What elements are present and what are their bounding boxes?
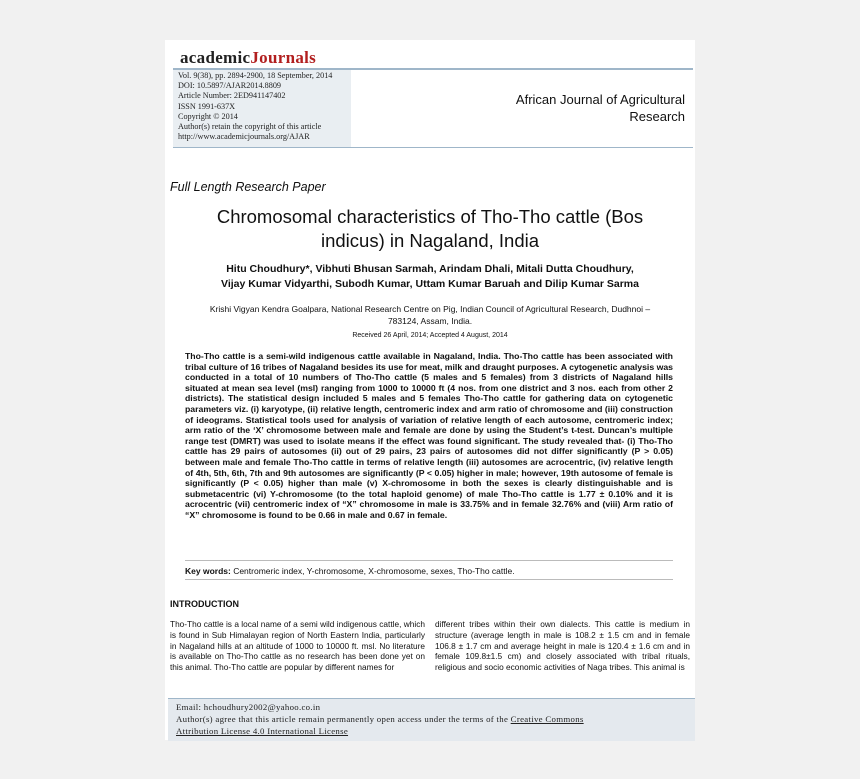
abstract: Tho-Tho cattle is a semi-wild indigenous cattle available in Nagaland, India. Tho-Tho cattle has been associated with tribal culture of 16 tribes of Nagaland besides its use for meat, milk and draught purposes. A cytogenetic analysis was conducted in a total of 10 numbers of Tho-Tho cattle (5 males and 5 females) from 3 districts of Nagaland hills situated at mean sea level (msl) ranging from 1000 to 10000 ft (4 nos. from one district and 3 nos. each from other 2 districts). The statistical design included 5 males and 5 females Tho-Tho cattle for gathering data on cytogenetic parameters viz. (i) karyotype, (ii) relative length, centromeric index and arm ratio of chromosome and (iii) construction of ideograms. Statistical tools used for analysis of variation of relative length of each autosome, centromeric index; arm ratio of the ‘X’ chromosome between male and female are done by using the Student’s t-test. Duncan’s multiple range test (DMRT) was used to isolate means if the effect was found significant. The study revealed that- (i) Tho-Tho cattle has 29 pairs of autosomes (ii) out of 29 pairs, 23 pairs of autosomes did not differ significantly (P > 0.05) between male and female Tho-Tho cattle in terms of relative length (iii) autosomes are acrocentric, (iv) relative length of 4th, 5th, 6th, 7th and 9th autosomes are significantly (P < 0.05) higher in male; however, 19th autosome of female is significantly (P < 0.05) higher than male (v) X-chromosome in both the sexes is clearly distinguishable and is submetacentric (vi) Y-chromosome (to the total haploid genome) of male Tho-Tho cattle is 1.77 ± 0.10% and it is acrocentric (vii) centromeric index of “X” chromosome in male is 33.75% and in female 32.76% and (viii) Arm ratio of “X” chromosome is found to be 0.66 in male and 0.67 in female. xyxy=(185,351,673,520)
authors-line2: Vijay Kumar Vidyarthi, Subodh Kumar, Uttam Kumar Baruah and Dilip Kumar Sarma xyxy=(221,278,639,290)
journal-logo: academicJournals xyxy=(180,48,317,67)
meta-url[interactable]: http://www.academicjournals.org/AJAR xyxy=(178,132,310,142)
author-list xyxy=(165,262,695,292)
license-text xyxy=(176,714,584,724)
paper-title xyxy=(165,205,695,253)
license-line2 xyxy=(176,726,348,736)
journal-name-line2: Research xyxy=(629,109,685,124)
affiliation xyxy=(165,303,695,327)
corresponding-email: Email: hchoudhury2002@yahoo.co.in xyxy=(176,702,321,712)
meta-rights: Author(s) retain the copyright of this article xyxy=(178,122,322,132)
affiliation-line1: Krishi Vigyan Kendra Goalpara, National Research Centre on Pig, Indian Council of Agricultural Research, Dudhnoi – xyxy=(209,304,651,314)
meta-issn: ISSN 1991-637X xyxy=(178,101,236,111)
received-dates: Received 26 April, 2014; Accepted 4 August, 2014 xyxy=(352,332,508,339)
license-statement: Author(s) agree that this article remain permanently open access under the terms of the xyxy=(176,714,511,724)
keywords-text: Centromeric index, Y-chromosome, X-chromosome, sexes, Tho-Tho cattle. xyxy=(230,566,515,576)
keywords-bottom-rule xyxy=(185,579,673,580)
keywords-top-rule xyxy=(185,560,673,561)
authors-line1: Hitu Choudhury*, Vibhuti Bhusan Sarmah, Arindam Dhali, Mitali Dutta Choudhury, xyxy=(226,263,634,275)
article-metadata xyxy=(178,71,332,142)
journal-name-line1: African Journal of Agricultural xyxy=(515,92,685,107)
intro-column-right: different tribes within their own dialects. This cattle is medium in structure (average length in male is 108.2 ± 1.5 cm and in female 106.8 ± 1.7 cm and average height in male is 120.4 ± 1.6 cm and in female 109.8±1.5 cm) and closely associated with tribal rituals, religious and socio economic activities of Naga tribes. This animal is xyxy=(435,619,690,673)
meta-copyright: Copyright © 2014 xyxy=(178,111,238,121)
meta-volume: Vol. 9(38), pp. 2894-2900, 18 September, 2014 xyxy=(178,71,333,80)
keywords-label: Key words: xyxy=(185,566,231,576)
license-link[interactable]: Attribution License 4.0 International License xyxy=(176,726,349,736)
footer-box xyxy=(168,698,695,741)
creative-commons-link[interactable]: Creative Commons xyxy=(510,714,584,724)
header-bottom-rule xyxy=(173,147,693,148)
paper-type: Full Length Research Paper xyxy=(170,180,326,194)
journal-name xyxy=(435,91,685,125)
intro-column-left: Tho-Tho cattle is a local name of a semi wild indigenous cattle, which is found in Sub Himalayan region of North Eastern India, particularly in Nagaland hills at an altitude of 1000 to 10000 ft. msl. No literature is available on Tho-Tho cattle as no research has been done yet on this animal. Tho-Tho cattle are popular by different names for xyxy=(170,619,425,673)
title-line2: indicus) in Nagaland, India xyxy=(320,230,540,251)
meta-doi: DOI: 10.5897/AJAR2014.8809 xyxy=(178,81,282,91)
affiliation-line2: 783124, Assam, India. xyxy=(387,316,473,326)
section-heading-introduction: INTRODUCTION xyxy=(170,599,239,609)
paper-page xyxy=(165,40,695,740)
title-line1: Chromosomal characteristics of Tho-Tho cattle (Bos xyxy=(216,206,644,227)
keywords xyxy=(185,566,673,576)
meta-article-number: Article Number: 2ED941147402 xyxy=(178,91,286,101)
